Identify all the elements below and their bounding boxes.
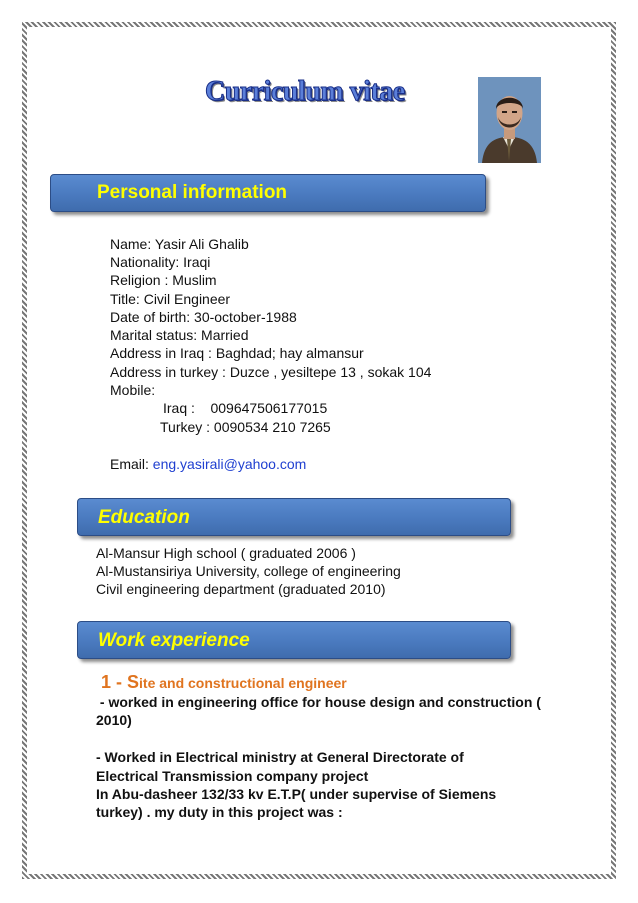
title-line: Title: Civil Engineer xyxy=(110,291,231,307)
job-number: 1 - S xyxy=(101,672,140,692)
job-title: ite and constructional engineer xyxy=(139,675,347,691)
address-turkey-line: Address in turkey : Duzce , yesiltepe 13 , sokak 104 xyxy=(110,364,432,380)
work-line: turkey) . my duty in this project was : xyxy=(96,804,343,820)
personal-info-heading: Personal information xyxy=(97,182,288,203)
education-line: Civil engineering department (graduated 2010) xyxy=(96,581,386,597)
email-line xyxy=(110,455,306,473)
email-link[interactable]: eng.yasirali@yahoo.com xyxy=(152,456,307,472)
work-line: - worked in engineering office for house design and construction ( xyxy=(96,694,541,710)
work-experience-heading: Work experience xyxy=(98,630,250,651)
personal-info-header xyxy=(50,174,486,212)
job-heading xyxy=(101,672,347,693)
education-line: Al-Mansur High school ( graduated 2006 ) xyxy=(96,545,356,561)
work-line: Electrical Transmission company project xyxy=(96,768,369,784)
name-line: Name: Yasir Ali Ghalib xyxy=(110,236,249,252)
education-heading: Education xyxy=(98,507,190,528)
cv-title: Curriculum vitae xyxy=(205,76,405,107)
email-label: Email: xyxy=(110,456,153,472)
work-line: In Abu-dasheer 132/33 kv E.T.P( under supervise of Siemens xyxy=(96,786,497,802)
work-line: - Worked in Electrical ministry at General Directorate of xyxy=(96,749,464,765)
work-line: 2010) xyxy=(96,712,132,728)
work-experience-header xyxy=(77,621,511,659)
education-header xyxy=(77,498,511,536)
person-portrait-image xyxy=(478,77,541,163)
profile-photo xyxy=(478,77,541,163)
address-iraq-line: Address in Iraq : Baghdad; hay almansur xyxy=(110,345,364,361)
dob-line: Date of birth: 30-october-1988 xyxy=(110,309,297,325)
mobile-iraq-line: Iraq : 009647506177015 xyxy=(163,400,328,416)
mobile-label: Mobile: xyxy=(110,382,156,398)
education-line: Al-Mustansiriya University, college of engineering xyxy=(96,563,401,579)
religion-line: Religion : Muslim xyxy=(110,272,217,288)
mobile-turkey-line: Turkey : 0090534 210 7265 xyxy=(160,419,331,435)
marital-line: Marital status: Married xyxy=(110,327,249,343)
nationality-line: Nationality: Iraqi xyxy=(110,254,211,270)
